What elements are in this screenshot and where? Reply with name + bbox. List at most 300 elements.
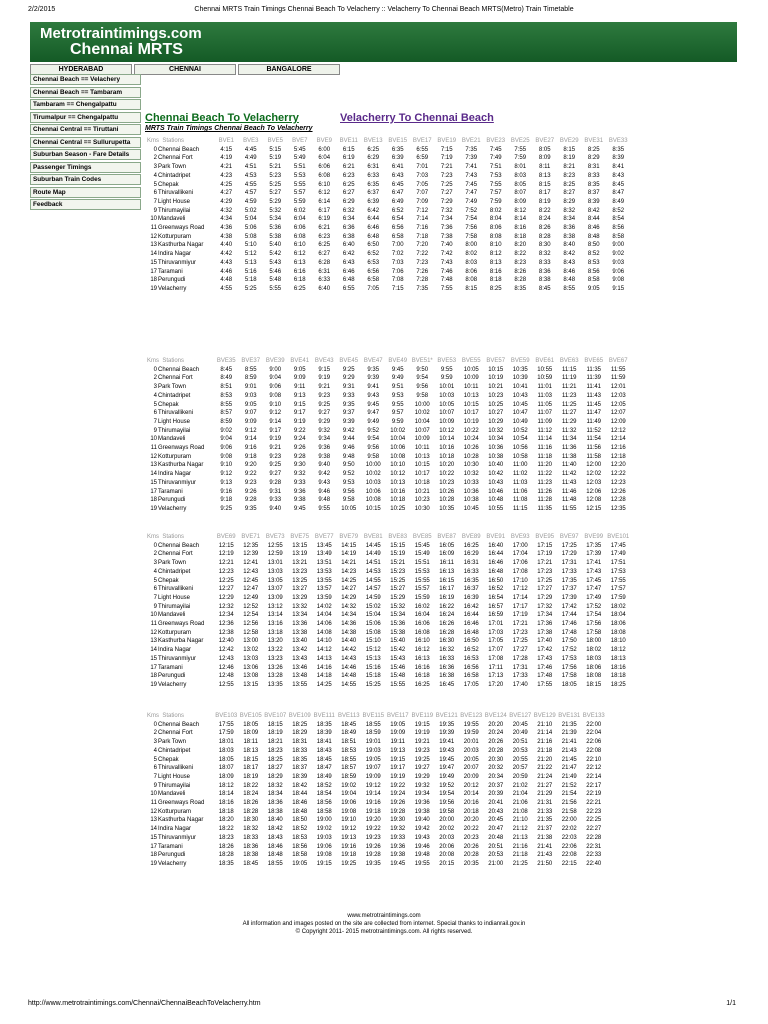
- sidebar-item-central-sullurupetta[interactable]: Chennai Central == Sullurupetta: [30, 137, 141, 148]
- departure-time: 9:07: [244, 410, 257, 417]
- departure-time: 13:48: [292, 673, 308, 680]
- departure-time: 21:16: [512, 843, 528, 850]
- table-row: [145, 496, 631, 505]
- departure-time: 19:43: [414, 834, 430, 841]
- departure-time: 18:20: [218, 817, 234, 824]
- departure-time: 18:39: [292, 773, 308, 780]
- departure-time: 7:55: [514, 146, 527, 153]
- departure-time: 15:59: [414, 594, 430, 601]
- departure-time: 14:46: [341, 664, 357, 671]
- departure-time: 6:25: [342, 181, 355, 188]
- departure-time: 9:14: [269, 418, 282, 425]
- departure-time: 20:03: [439, 834, 455, 841]
- departure-time: 17:58: [561, 673, 577, 680]
- footer-copyright: © Copyright 2011- 2015 metrotraintimings.com. All rights reserved.: [295, 929, 473, 935]
- departure-time: 9:25: [269, 462, 282, 469]
- station-name: Mandaveli: [158, 612, 186, 619]
- station-name: Chennai Beach: [158, 366, 200, 373]
- departure-time: 19:36: [414, 800, 430, 807]
- table-row: [145, 655, 631, 664]
- table-row: [145, 834, 606, 843]
- site-name[interactable]: Metrotraintimings.com: [40, 25, 202, 42]
- departure-time: 19:39: [439, 730, 455, 737]
- station-km: 11: [150, 445, 157, 452]
- departure-time: 6:39: [367, 198, 380, 205]
- departure-time: 21:37: [537, 826, 553, 833]
- departure-time: 9:21: [269, 445, 282, 452]
- departure-time: 5:25: [244, 285, 257, 292]
- station-name: Thirumayilai: [158, 603, 191, 610]
- departure-time: 13:03: [267, 568, 283, 575]
- departure-time: 12:54: [243, 612, 259, 619]
- departure-time: 16:44: [463, 612, 479, 619]
- departure-time: 9:10: [269, 401, 282, 408]
- departure-time: 9:45: [367, 401, 380, 408]
- departure-time: 18:03: [218, 747, 234, 754]
- sidebar-item-feedback[interactable]: Feedback: [30, 199, 141, 210]
- table-row: [145, 268, 631, 277]
- departure-time: 8:21: [563, 164, 576, 171]
- departure-time: 6:58: [367, 277, 380, 284]
- departure-time: 19:33: [390, 834, 406, 841]
- departure-time: 19:09: [390, 730, 406, 737]
- departure-time: 22:17: [586, 782, 602, 789]
- departure-time: 19:45: [390, 860, 406, 867]
- departure-time: 20:45: [512, 721, 528, 728]
- train-code: BVE99: [584, 534, 604, 540]
- departure-time: 18:23: [267, 747, 283, 754]
- departure-time: 9:20: [244, 462, 257, 469]
- departure-time: 12:02: [586, 471, 602, 478]
- departure-time: 6:10: [293, 242, 306, 249]
- departure-time: 21:06: [512, 800, 528, 807]
- departure-time: 10:04: [390, 436, 406, 443]
- station-name: Velacherry: [158, 285, 187, 292]
- departure-time: 19:36: [390, 843, 406, 850]
- departure-time: 19:13: [341, 834, 357, 841]
- departure-time: 19:07: [365, 765, 381, 772]
- departure-time: 7:08: [391, 277, 404, 284]
- departure-time: 18:38: [267, 808, 283, 815]
- departure-time: 17:12: [512, 586, 528, 593]
- departure-time: 7:01: [416, 164, 429, 171]
- station-km: 7: [153, 418, 157, 425]
- departure-time: 19:43: [439, 747, 455, 754]
- departure-time: 15:27: [390, 586, 406, 593]
- departure-time: 17:56: [561, 664, 577, 671]
- station-name: Chepak: [158, 756, 179, 763]
- departure-time: 7:45: [465, 181, 478, 188]
- departure-time: 11:55: [561, 505, 577, 512]
- table-row: [145, 603, 631, 612]
- departure-time: 9:53: [391, 392, 404, 399]
- departure-time: 16:45: [439, 681, 455, 688]
- departure-time: 15:13: [365, 655, 381, 662]
- departure-time: 7:39: [465, 155, 478, 162]
- departure-time: 5:06: [244, 225, 257, 232]
- departure-time: 21:52: [561, 782, 577, 789]
- station-km: 18: [150, 852, 157, 859]
- departure-time: 18:09: [243, 730, 259, 737]
- departure-time: 19:40: [414, 817, 430, 824]
- train-code: BVE59: [510, 358, 530, 364]
- departure-time: 18:24: [243, 791, 259, 798]
- departure-time: 19:19: [390, 773, 406, 780]
- topnav-hyderabad[interactable]: HYDERABAD: [30, 64, 132, 75]
- departure-time: 10:13: [414, 453, 430, 460]
- departure-time: 17:06: [512, 560, 528, 567]
- station-km: 10: [150, 436, 157, 443]
- departure-time: 20:00: [439, 817, 455, 824]
- departure-time: 9:30: [293, 462, 306, 469]
- departure-time: 7:36: [440, 225, 453, 232]
- station-km: 2: [153, 551, 157, 558]
- departure-time: 14:43: [341, 655, 357, 662]
- departure-time: 18:50: [292, 817, 308, 824]
- departure-time: 19:01: [365, 739, 381, 746]
- station-km: 2: [153, 375, 157, 382]
- departure-time: 7:43: [440, 259, 453, 266]
- departure-time: 18:49: [316, 773, 332, 780]
- departure-time: 16:53: [463, 655, 479, 662]
- departure-time: 4:59: [244, 198, 257, 205]
- train-code: BVE73: [265, 534, 285, 540]
- departure-time: 15:25: [365, 681, 381, 688]
- departure-time: 20:06: [439, 843, 455, 850]
- departure-time: 13:06: [243, 664, 259, 671]
- departure-time: 19:41: [439, 739, 455, 746]
- departure-time: 13:15: [243, 681, 259, 688]
- departure-time: 6:27: [342, 190, 355, 197]
- train-code: BVE107: [264, 713, 287, 719]
- departure-time: 12:18: [610, 453, 626, 460]
- departure-time: 8:38: [538, 277, 551, 284]
- station-km: 14: [150, 647, 157, 654]
- train-code: BVE117: [386, 713, 409, 719]
- departure-time: 10:18: [390, 497, 406, 504]
- departure-time: 8:52: [612, 207, 625, 214]
- departure-time: 13:03: [243, 655, 259, 662]
- departure-time: 12:38: [218, 629, 234, 636]
- departure-time: 9:25: [318, 401, 331, 408]
- departure-time: 10:34: [488, 436, 504, 443]
- departure-time: 10:15: [463, 401, 479, 408]
- sidebar-item-passenger-timings[interactable]: Passenger Timings: [30, 162, 141, 173]
- departure-time: 5:36: [269, 225, 282, 232]
- train-code: BVE67: [608, 358, 628, 364]
- station-km: 19: [150, 681, 157, 688]
- departure-time: 7:15: [440, 146, 453, 153]
- departure-time: 6:53: [367, 259, 380, 266]
- departure-time: 17:37: [561, 586, 577, 593]
- station-name: Velacherry: [158, 860, 187, 867]
- departure-time: 12:15: [586, 505, 602, 512]
- station-km: 14: [150, 251, 157, 258]
- reverse-route-link[interactable]: Velacherry To Chennai Beach: [340, 112, 494, 124]
- table-row: [145, 860, 606, 869]
- departure-time: 18:58: [292, 852, 308, 859]
- departure-time: 16:35: [463, 577, 479, 584]
- timetable: [145, 712, 606, 869]
- departure-time: 12:55: [267, 542, 283, 549]
- departure-time: 14:29: [341, 594, 357, 601]
- departure-time: 8:25: [489, 285, 502, 292]
- departure-time: 8:55: [563, 285, 576, 292]
- departure-time: 8:47: [612, 190, 625, 197]
- departure-time: 6:52: [367, 251, 380, 258]
- footer: [0, 912, 768, 936]
- departure-time: 9:36: [293, 488, 306, 495]
- table-row: [145, 285, 631, 294]
- departure-time: 5:57: [293, 190, 306, 197]
- departure-time: 17:25: [512, 638, 528, 645]
- departure-time: 5:55: [293, 181, 306, 188]
- timetable: [145, 533, 631, 690]
- departure-time: 8:49: [612, 198, 625, 205]
- station-km: 13: [150, 638, 157, 645]
- station-name: Taramani: [158, 664, 183, 671]
- station-name: Velacherry: [158, 681, 187, 688]
- departure-time: 9:40: [318, 462, 331, 469]
- departure-time: 8:36: [538, 268, 551, 275]
- station-name: Greenways Road: [158, 225, 205, 232]
- station-name: Perungudi: [158, 277, 186, 284]
- departure-time: 11:58: [586, 453, 602, 460]
- departure-time: 9:49: [367, 418, 380, 425]
- timetable-header-row: [145, 533, 631, 542]
- departure-time: 11:46: [561, 488, 577, 495]
- sidebar-item-beach-tambaram[interactable]: Chennai Beach == Tambaram: [30, 87, 141, 98]
- table-row: [145, 585, 631, 594]
- departure-time: 8:15: [563, 146, 576, 153]
- departure-time: 20:02: [439, 826, 455, 833]
- station-km: 6: [153, 190, 157, 197]
- departure-time: 6:12: [293, 251, 306, 258]
- departure-time: 19:22: [365, 826, 381, 833]
- departure-time: 5:59: [293, 198, 306, 205]
- sidebar-item-tirumalpur-chengalpattu[interactable]: Tirumalpur == Chengalpattu: [30, 112, 141, 123]
- departure-time: 19:11: [390, 739, 406, 746]
- departure-time: 14:48: [341, 673, 357, 680]
- departure-time: 21:38: [537, 834, 553, 841]
- departure-time: 12:01: [610, 384, 626, 391]
- departure-time: 18:45: [243, 860, 259, 867]
- departure-time: 19:16: [365, 800, 381, 807]
- departure-time: 15:51: [414, 560, 430, 567]
- departure-time: 6:35: [391, 146, 404, 153]
- departure-time: 10:29: [488, 418, 504, 425]
- departure-time: 10:05: [341, 505, 357, 512]
- departure-time: 8:39: [612, 155, 625, 162]
- station-name: Chepak: [158, 577, 179, 584]
- departure-time: 9:42: [318, 471, 331, 478]
- departure-time: 19:08: [341, 808, 357, 815]
- departure-time: 20:26: [488, 739, 504, 746]
- departure-time: 11:27: [561, 410, 577, 417]
- departure-time: 13:22: [267, 647, 283, 654]
- departure-time: 12:32: [218, 603, 234, 610]
- train-code: BVE29: [559, 138, 579, 144]
- departure-time: 10:25: [488, 401, 504, 408]
- departure-time: 6:18: [293, 277, 306, 284]
- departure-time: 21:24: [537, 773, 553, 780]
- departure-time: 10:46: [488, 488, 504, 495]
- route-title-link[interactable]: Chennai Beach To Velacherry: [145, 112, 299, 124]
- departure-time: 7:29: [440, 198, 453, 205]
- table-row: [145, 790, 606, 799]
- departure-time: 10:06: [365, 488, 381, 495]
- departure-time: 9:33: [342, 392, 355, 399]
- departure-time: 8:50: [587, 242, 600, 249]
- departure-time: 21:10: [537, 721, 553, 728]
- departure-time: 16:15: [439, 577, 455, 584]
- departure-time: 7:25: [440, 181, 453, 188]
- departure-time: 19:09: [365, 773, 381, 780]
- departure-time: 22:40: [586, 860, 602, 867]
- departure-time: 18:13: [610, 655, 626, 662]
- departure-time: 9:28: [269, 479, 282, 486]
- departure-time: 17:50: [561, 638, 577, 645]
- departure-time: 19:12: [365, 782, 381, 789]
- station-km: 9: [153, 207, 157, 214]
- table-row: [145, 681, 631, 690]
- departure-time: 8:46: [563, 268, 576, 275]
- departure-time: 16:26: [439, 621, 455, 628]
- departure-time: 12:00: [586, 462, 602, 469]
- departure-time: 11:19: [561, 375, 577, 382]
- departure-time: 16:46: [463, 621, 479, 628]
- departure-time: 9:27: [269, 471, 282, 478]
- topnav-chennai[interactable]: CHENNAI: [134, 64, 236, 75]
- table-row: [145, 392, 631, 401]
- departure-time: 11:02: [512, 471, 528, 478]
- departure-time: 21:12: [512, 826, 528, 833]
- departure-time: 21:13: [512, 834, 528, 841]
- departure-time: 8:09: [514, 198, 527, 205]
- departure-time: 8:13: [489, 259, 502, 266]
- departure-time: 9:40: [269, 505, 282, 512]
- header-stations: Stations: [162, 358, 185, 364]
- departure-time: 18:18: [610, 673, 626, 680]
- departure-time: 20:14: [463, 791, 479, 798]
- departure-time: 13:19: [292, 551, 308, 558]
- departure-time: 9:29: [342, 375, 355, 382]
- departure-time: 7:05: [416, 181, 429, 188]
- departure-time: 10:32: [463, 471, 479, 478]
- departure-time: 8:24: [538, 216, 551, 223]
- departure-time: 16:10: [414, 638, 430, 645]
- departure-time: 14:49: [365, 551, 381, 558]
- departure-time: 11:07: [537, 410, 553, 417]
- departure-time: 19:06: [341, 800, 357, 807]
- departure-time: 21:58: [561, 808, 577, 815]
- departure-time: 16:18: [414, 673, 430, 680]
- train-code: BVE103: [215, 713, 238, 719]
- sidebar-item-route-map[interactable]: Route Map: [30, 187, 141, 198]
- station-name: Light House: [158, 594, 191, 601]
- departure-time: 20:49: [512, 730, 528, 737]
- departure-time: 15:34: [390, 612, 406, 619]
- departure-time: 10:26: [439, 488, 455, 495]
- departure-time: 9:33: [293, 479, 306, 486]
- departure-time: 11:16: [537, 445, 553, 452]
- departure-time: 19:56: [439, 800, 455, 807]
- departure-time: 18:15: [267, 721, 283, 728]
- station-km: 5: [153, 756, 157, 763]
- sidebar-item-beach-velachery[interactable]: Chennai Beach == Velachery: [30, 74, 141, 85]
- sidebar-item-central-tiruttani[interactable]: Chennai Central == Tiruttani: [30, 124, 141, 135]
- departure-time: 17:17: [512, 603, 528, 610]
- departure-time: 19:25: [341, 860, 357, 867]
- departure-time: 16:44: [488, 551, 504, 558]
- departure-time: 13:59: [316, 594, 332, 601]
- departure-time: 18:38: [243, 852, 259, 859]
- station-name: Kotturpuram: [158, 453, 192, 460]
- footer-site[interactable]: www.metrotraintimings.com: [347, 913, 421, 919]
- departure-time: 20:57: [512, 765, 528, 772]
- departure-time: 18:30: [243, 817, 259, 824]
- departure-time: 15:06: [365, 621, 381, 628]
- departure-time: 17:27: [537, 586, 553, 593]
- table-row: [145, 154, 631, 163]
- station-name: Velacherry: [158, 505, 187, 512]
- train-code: BVE11: [339, 138, 358, 144]
- departure-time: 18:25: [267, 756, 283, 763]
- departure-time: 8:45: [612, 181, 625, 188]
- topnav-bangalore[interactable]: BANGALORE: [238, 64, 340, 75]
- departure-time: 18:59: [365, 730, 381, 737]
- departure-time: 9:35: [367, 366, 380, 373]
- departure-time: 15:40: [390, 638, 406, 645]
- table-row: [145, 672, 631, 681]
- departure-time: 21:20: [537, 756, 553, 763]
- departure-time: 19:05: [365, 756, 381, 763]
- departure-time: 6:02: [293, 207, 306, 214]
- departure-time: 9:08: [612, 277, 625, 284]
- departure-time: 16:48: [463, 629, 479, 636]
- departure-time: 20:20: [463, 817, 479, 824]
- departure-time: 12:20: [610, 462, 626, 469]
- table-row: [145, 729, 606, 738]
- departure-time: 13:40: [292, 638, 308, 645]
- departure-time: 22:28: [586, 834, 602, 841]
- departure-time: 5:16: [244, 268, 257, 275]
- departure-time: 19:26: [390, 800, 406, 807]
- station-km: 15: [150, 479, 157, 486]
- departure-time: 8:15: [538, 181, 551, 188]
- departure-time: 10:09: [439, 418, 455, 425]
- departure-time: 7:58: [465, 233, 478, 240]
- departure-time: 8:30: [538, 242, 551, 249]
- sidebar-item-season-fare[interactable]: Suburban Season - Fare Details: [30, 149, 141, 160]
- departure-time: 7:00: [391, 242, 404, 249]
- departure-time: 8:02: [465, 251, 478, 258]
- departure-time: 8:23: [563, 172, 576, 179]
- departure-time: 8:39: [587, 198, 600, 205]
- departure-time: 9:45: [293, 505, 306, 512]
- departure-time: 18:28: [218, 852, 234, 859]
- sidebar-item-train-codes[interactable]: Suburban Train Codes: [30, 174, 141, 185]
- departure-time: 7:27: [440, 190, 453, 197]
- station-name: Thiruvanmiyur: [158, 834, 197, 841]
- departure-time: 14:16: [316, 664, 332, 671]
- departure-time: 8:16: [514, 225, 527, 232]
- departure-time: 20:37: [488, 782, 504, 789]
- departure-time: 20:32: [488, 765, 504, 772]
- departure-time: 13:29: [292, 594, 308, 601]
- departure-time: 18:02: [586, 647, 602, 654]
- sidebar-item-tambaram-chengalpattu[interactable]: Tambaram == Chengalpattu: [30, 99, 141, 110]
